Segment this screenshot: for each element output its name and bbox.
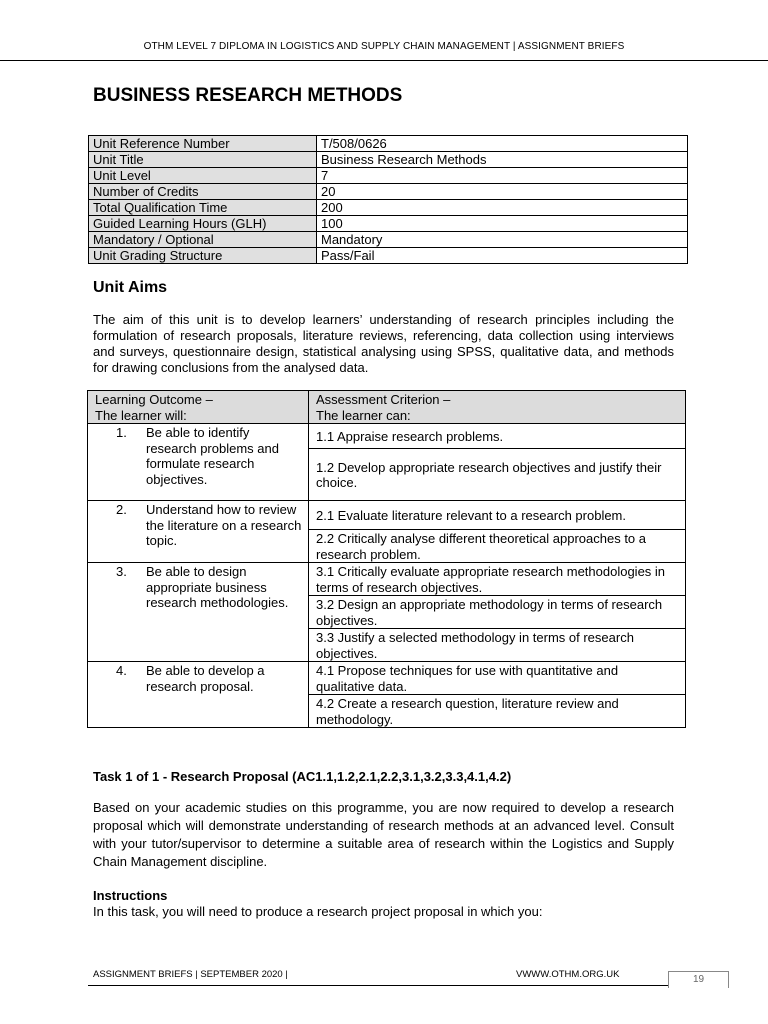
learning-outcome-cell [88,563,309,662]
detail-label: Unit Title [89,152,317,168]
table-header-row [88,391,686,424]
table-row [88,501,686,530]
learning-outcomes-table [87,390,686,728]
page-number: 19 [668,971,729,988]
assessment-criterion: 4.1 Propose techniques for use with quantitative and qualitative data. [309,662,686,695]
outcome-text: Be able to develop a research proposal. [146,663,265,694]
detail-label: Total Qualification Time [89,200,317,216]
assessment-criterion: 2.2 Critically analyse different theoretical approaches to a research problem. [309,530,686,563]
learning-outcome-item [95,425,303,487]
learning-outcome-item [95,663,303,694]
detail-label: Guided Learning Hours (GLH) [89,216,317,232]
footer-left-text: ASSIGNMENT BRIEFS | SEPTEMBER 2020 | [93,969,288,980]
task-description: Based on your academic studies on this programme, you are now required to develop a research proposal which will demonstrate understanding of research methods at an advanced level. Consult with your tutor/supervisor to determine a suitable area of research within the Logistics and Supply Chain Management discipline. [93,800,674,869]
learning-outcome-item [95,564,303,611]
assessment-criterion: 1.1 Appraise research problems. [309,424,686,449]
outcome-text: Be able to identify research problems and formulate research objectives. [146,425,279,487]
footer-website: VWWW.OTHM.ORG.UK [516,969,620,980]
table-row [88,424,686,449]
table-row [89,232,688,248]
detail-label: Unit Grading Structure [89,248,317,264]
header-divider [0,60,768,61]
table-row [89,216,688,232]
learning-outcome-cell [88,501,309,563]
header-line: The learner will: [95,407,187,423]
table-row [88,662,686,695]
table-row [89,168,688,184]
detail-value: 100 [317,216,688,232]
table-row [88,563,686,596]
outcome-text: Understand how to review the literature on a research topic. [146,502,302,548]
header-line: The learner can: [316,407,411,423]
outcome-number: 1. [116,425,127,440]
outcome-number: 2. [116,502,127,517]
detail-value: Business Research Methods [317,152,688,168]
task-heading: Task 1 of 1 - Research Proposal (AC1.1,1.2,2.1,2.2,3.1,3.2,3.3,4.1,4.2) [93,769,512,784]
running-header: OTHM LEVEL 7 DIPLOMA IN LOGISTICS AND SUPPLY CHAIN MANAGEMENT | ASSIGNMENT BRIEFS [143,41,625,52]
detail-value: Pass/Fail [317,248,688,264]
detail-value: Mandatory [317,232,688,248]
outcome-text: Be able to design appropriate business research methodologies. [146,564,289,610]
detail-label: Number of Credits [89,184,317,200]
detail-label: Unit Reference Number [89,136,317,152]
assessment-criterion: 3.2 Design an appropriate methodology in terms of research objectives. [309,596,686,629]
assessment-criterion: 3.3 Justify a selected methodology in terms of research objectives. [309,629,686,662]
detail-value: 20 [317,184,688,200]
detail-label: Unit Level [89,168,317,184]
learning-outcome-header [88,391,309,424]
assessment-criterion: 3.1 Critically evaluate appropriate research methodologies in terms of research objectives. [309,563,686,596]
outcome-number: 4. [116,663,127,678]
assessment-criterion-header [309,391,686,424]
table-row [89,152,688,168]
page-title: BUSINESS RESEARCH METHODS [93,85,403,106]
learning-outcome-cell [88,424,309,501]
detail-value: 200 [317,200,688,216]
unit-aims-text: The aim of this unit is to develop learners’ understanding of research principles including the formulation of research proposals, literature reviews, referencing, data collection using interviews and surveys, questionnaire design, statistical analysing using SPSS, qualitative data, and methods for drawing conclusions from the analysed data. [93,312,674,375]
table-row [89,200,688,216]
learning-outcome-cell [88,662,309,728]
header-line: Assessment Criterion – [316,392,451,407]
header-line: Learning Outcome – [95,392,213,407]
assessment-criterion: 2.1 Evaluate literature relevant to a research problem. [309,501,686,530]
instructions-heading: Instructions [93,888,168,903]
assessment-criterion: 1.2 Develop appropriate research objectives and justify their choice. [309,449,686,501]
detail-value: 7 [317,168,688,184]
assessment-criterion: 4.2 Create a research question, literature review and methodology. [309,695,686,728]
instructions-text: In this task, you will need to produce a research project proposal in which you: [93,904,543,919]
detail-label: Mandatory / Optional [89,232,317,248]
table-row [89,184,688,200]
outcome-number: 3. [116,564,127,579]
learning-outcome-item [95,502,303,549]
table-row [89,136,688,152]
detail-value: T/508/0626 [317,136,688,152]
unit-aims-heading: Unit Aims [93,279,168,296]
unit-details-table [88,135,688,264]
table-row [89,248,688,264]
footer-divider [88,985,668,986]
